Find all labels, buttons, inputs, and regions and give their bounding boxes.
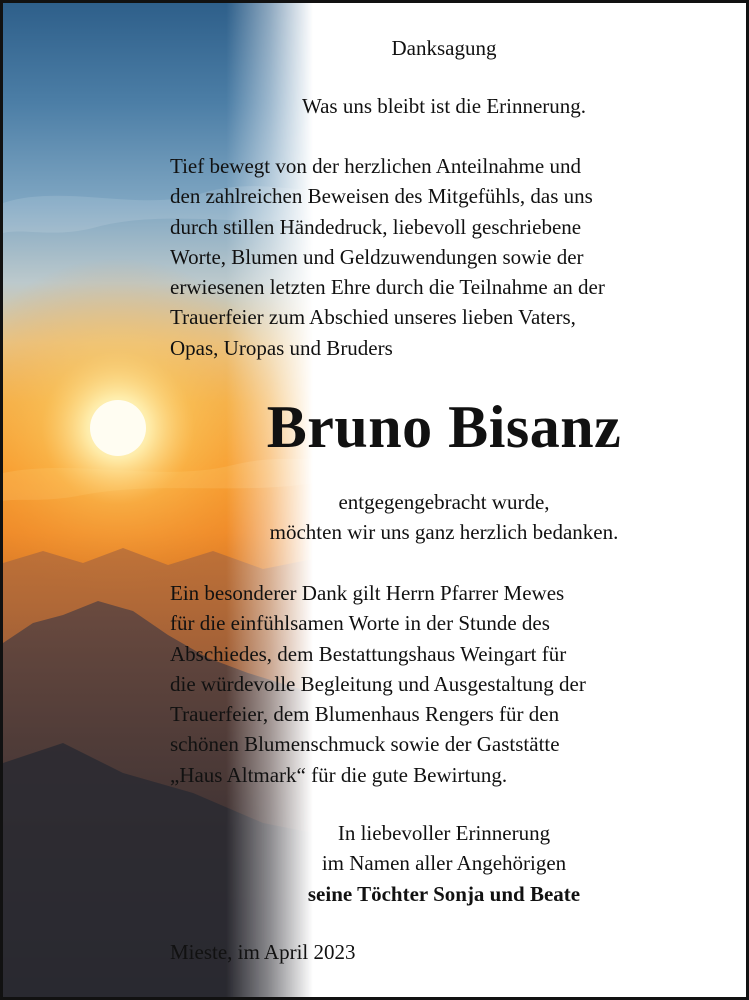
text-line: „Haus Altmark“ für die gute Bewirtung. [170,762,508,787]
text-line: möchten wir uns ganz herzlich bedanken. [269,520,619,545]
text-line: Opas, Uropas und Bruders [170,335,393,360]
text-line: durch stillen Händedruck, liebevoll geschriebene [170,214,582,239]
text-line: Trauerfeier, dem Blumenhaus Rengers für den [170,702,560,727]
text-line: die würdevolle Begleitung und Ausgestaltung der [170,671,586,696]
signers: seine Töchter Sonja und Beate [307,881,581,906]
text-line: den zahlreichen Beweisen des Mitgefühls, das uns [170,184,593,209]
text-line: im Namen aller Angehörigen [321,851,567,876]
text-line: Trauerfeier zum Abschied unseres lieben Vaters, [170,305,576,330]
heading: Danksagung [391,36,497,60]
text-line: Worte, Blumen und Geldzuwendungen sowie der [170,244,584,269]
text-line: schönen Blumenschmuck sowie der Gaststätte [170,732,560,757]
deceased-name: Bruno Bisanz [266,394,622,460]
intro-paragraph [170,151,718,363]
sun [90,400,146,456]
text-line: Abschiedes, dem Bestattungshaus Weingart für [170,641,567,666]
text-line: In liebevoller Erinnerung [337,821,551,845]
text-line: Tief bewegt von der herzlichen Anteilnahme und [170,154,581,178]
text-line: Ein besonderer Dank gilt Herrn Pfarrer Mewes [170,581,565,605]
motto: Was uns bleibt ist die Erinnerung. [301,94,587,118]
text-line: für die einfühlsamen Worte in der Stunde des [170,611,550,636]
text-line: erwiesenen letzten Ehre durch die Teilnahme an der [170,275,605,300]
thanks-paragraph [170,487,718,548]
text-line: entgegengebracht wurde, [338,490,550,514]
closing-block [170,818,718,909]
special-thanks-paragraph [170,578,718,790]
place-date: Mieste, im April 2023 [170,940,356,964]
